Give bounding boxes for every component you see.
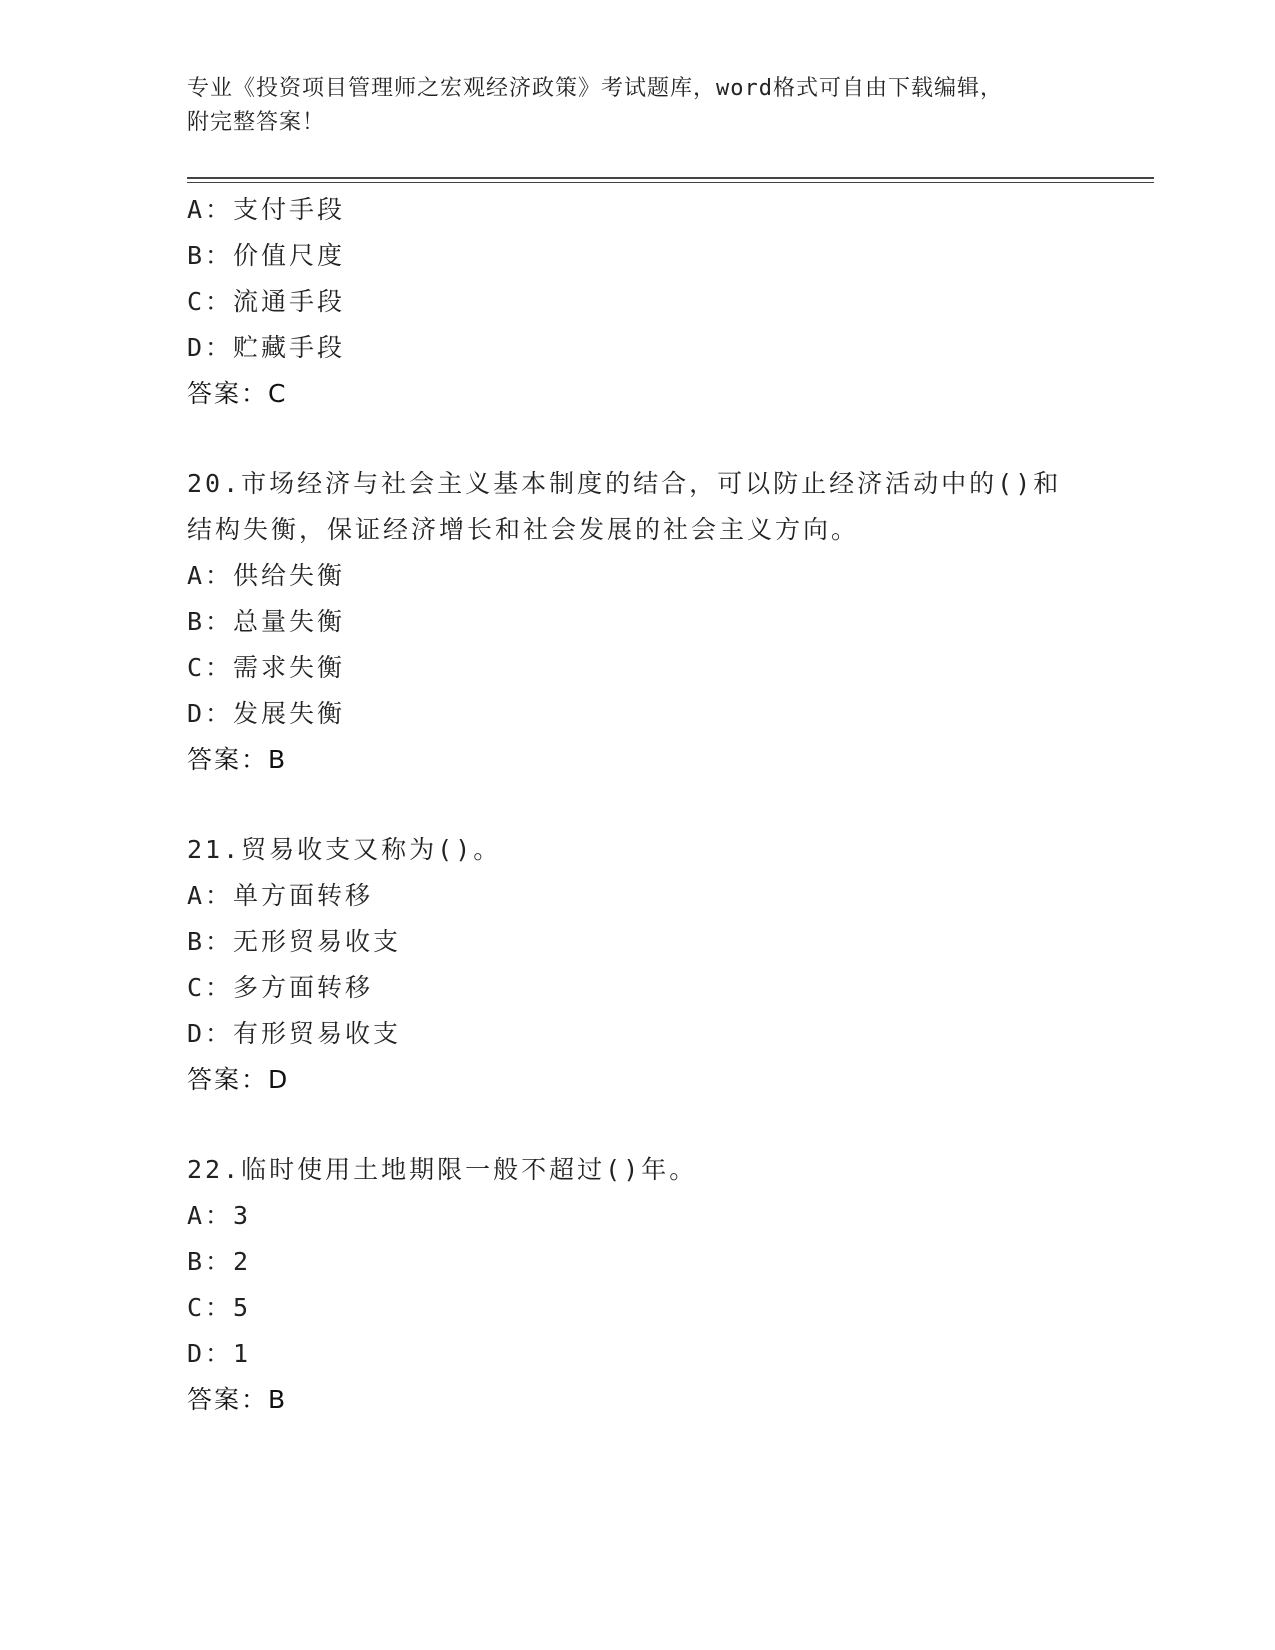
option-c: C：5 <box>187 1293 252 1322</box>
question-19 <box>187 187 1087 417</box>
option-c: C：多方面转移 <box>187 973 374 1002</box>
option-d: D：有形贸易收支 <box>187 1019 402 1048</box>
header-divider-thin <box>187 182 1154 183</box>
option-b: B：无形贸易收支 <box>187 927 402 956</box>
option-a: A：3 <box>187 1201 252 1230</box>
question-stem: 22.临时使用土地期限一般不超过()年。 <box>187 1155 698 1184</box>
option-a: A：单方面转移 <box>187 881 374 910</box>
answer: 答案：B <box>187 745 288 774</box>
option-b: B：2 <box>187 1247 252 1276</box>
spacer <box>187 783 1087 827</box>
option-d: D：发展失衡 <box>187 699 346 728</box>
question-stem-line-1: 20.市场经济与社会主义基本制度的结合，可以防止经济活动中的()和 <box>187 469 1062 498</box>
header-divider-thick <box>187 177 1154 179</box>
question-22 <box>187 1147 1087 1423</box>
answer: 答案：D <box>187 1065 290 1094</box>
option-c: C：流通手段 <box>187 287 346 316</box>
question-stem-line-2: 结构失衡，保证经济增长和社会发展的社会主义方向。 <box>187 515 860 544</box>
answer: 答案：B <box>187 1385 288 1414</box>
option-c: C：需求失衡 <box>187 653 346 682</box>
question-stem: 21.贸易收支又称为()。 <box>187 835 502 864</box>
question-21 <box>187 827 1087 1103</box>
option-a: A：供给失衡 <box>187 561 346 590</box>
question-list <box>187 187 1087 1423</box>
option-b: B：总量失衡 <box>187 607 346 636</box>
spacer <box>187 1103 1087 1147</box>
document-header <box>187 72 1067 140</box>
question-20 <box>187 461 1087 783</box>
header-line-1: 专业《投资项目管理师之宏观经济政策》考试题库，word格式可自由下载编辑， <box>187 76 1003 101</box>
spacer <box>187 417 1087 461</box>
answer: 答案：C <box>187 379 288 408</box>
option-d: D：1 <box>187 1339 252 1368</box>
header-line-2: 附完整答案！ <box>187 110 326 135</box>
option-b: B：价值尺度 <box>187 241 346 270</box>
option-a: A：支付手段 <box>187 195 346 224</box>
option-d: D：贮藏手段 <box>187 333 346 362</box>
